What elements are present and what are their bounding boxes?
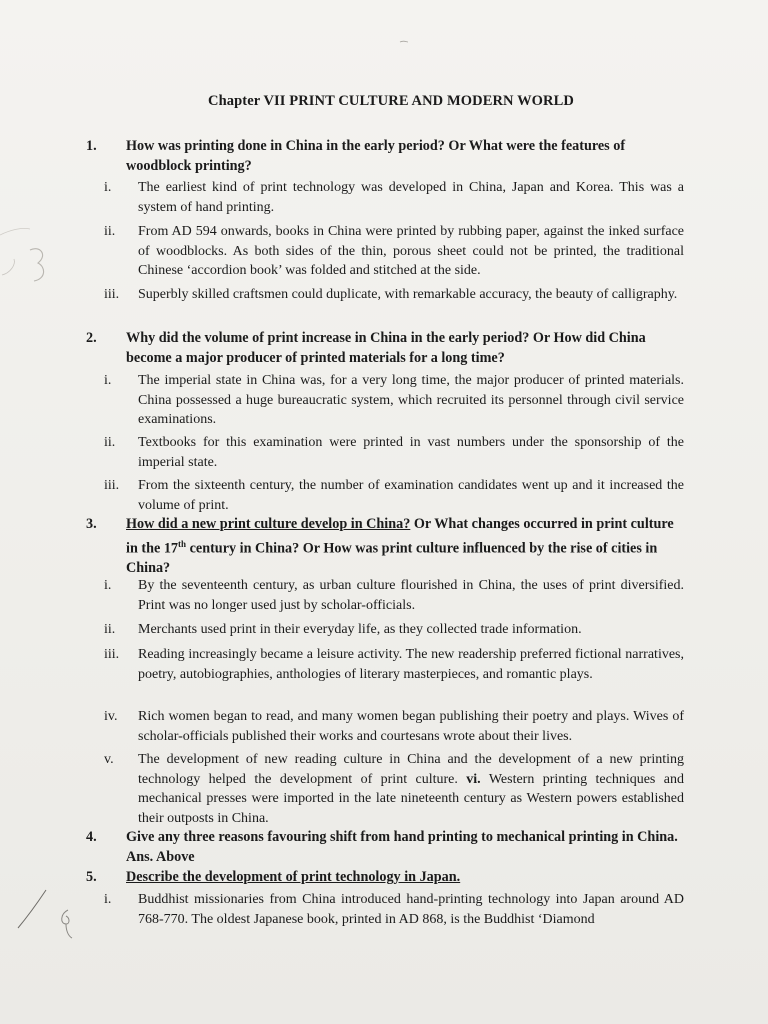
question-text-part: Or What changes occurred in print culture in the 17 xyxy=(126,516,674,557)
answer-text: Reading increasingly became a leisure activity. The new readership preferred fictional narratives, poetry, autobiographies, anthologies of literary masterpieces, and romantic plays. xyxy=(138,647,684,682)
question-number: 2. xyxy=(86,330,97,346)
answer-numeral: iii. xyxy=(104,478,120,493)
answer-text: From AD 594 onwards, books in China were printed by rubbing paper, against the inked surface of woodblocks. As both sides of the thin, porous sheet could not be printed, the traditional Chinese ‘accordion book’ was folded and stitched at the side. xyxy=(138,224,684,278)
question-text: Give any three reasons favouring shift from hand printing to mechanical printing in China. Ans. Above xyxy=(126,829,678,865)
question-4 xyxy=(86,828,686,867)
answer-2-i xyxy=(104,371,684,430)
question-2 xyxy=(86,329,686,368)
answer-numeral: iii. xyxy=(104,287,120,302)
answer-numeral: i. xyxy=(104,578,112,593)
answer-text: The earliest kind of print technology was developed in China, Japan and Korea. This was a system of hand printing. xyxy=(138,180,684,215)
superscript: th xyxy=(178,538,187,549)
answer-numeral: i. xyxy=(104,180,112,195)
answer-numeral: ii. xyxy=(104,622,116,637)
answer-text xyxy=(138,750,684,828)
answer-2-iii xyxy=(104,476,684,515)
question-text: Why did the volume of print increase in China in the early period? Or How did China become a major producer of printed materials for a long time? xyxy=(126,330,646,366)
answer-3-iii xyxy=(104,645,684,684)
answer-numeral: i. xyxy=(104,892,112,907)
answer-text: Rich women began to read, and many women began publishing their poetry and plays. Wives of scholar-officials published their works and courtesans wrote about their lives. xyxy=(138,709,684,744)
answer-numeral: ii. xyxy=(104,435,116,450)
answer-2-ii xyxy=(104,433,684,472)
answer-3-v xyxy=(104,750,684,828)
question-number: 4. xyxy=(86,829,97,845)
answer-text-part: The development of new reading culture in China and the development of a new printing technology helped the development of print culture. xyxy=(138,752,684,787)
answer-3-iv xyxy=(104,707,684,746)
answer-text: Superbly skilled craftsmen could duplicate, with remarkable accuracy, the beauty of calligraphy. xyxy=(138,287,678,302)
question-5 xyxy=(86,868,686,888)
answer-text: From the sixteenth century, the number of examination candidates went up and it increased the volume of print. xyxy=(138,478,684,513)
answer-numeral: i. xyxy=(104,373,112,388)
answer-text: Merchants used print in their everyday life, as they collected trade information. xyxy=(138,622,582,637)
chapter-title: Chapter VII PRINT CULTURE AND MODERN WORLD xyxy=(208,93,574,109)
answer-text: The imperial state in China was, for a very long time, the major producer of printed materials. China possessed a huge bureaucratic system, which recruited its personnel through civil service examinations. xyxy=(138,373,684,427)
question-text-part: century in China? Or How was print culture influenced by the rise of cities in China? xyxy=(126,540,658,576)
question-text xyxy=(126,515,686,578)
answer-1-i xyxy=(104,178,684,217)
answer-5-i xyxy=(104,890,684,929)
answer-1-ii xyxy=(104,222,684,281)
question-text: How was printing done in China in the early period? Or What were the features of woodblock printing? xyxy=(126,138,626,174)
question-number: 1. xyxy=(86,138,97,154)
inline-numeral: vi. xyxy=(466,771,481,787)
answer-numeral: iv. xyxy=(104,709,118,724)
question-1 xyxy=(86,137,686,176)
question-text xyxy=(126,868,686,888)
answer-text: Textbooks for this examination were printed in vast numbers under the sponsorship of the imperial state. xyxy=(138,435,684,470)
answer-3-ii xyxy=(104,620,684,640)
question-number: 5. xyxy=(86,869,97,885)
question-3 xyxy=(86,515,686,578)
answer-text: By the seventeenth century, as urban culture flourished in China, the uses of print diversified. Print was no longer used just by scholar-officials. xyxy=(138,578,684,613)
pen-scribble-left xyxy=(0,215,60,305)
question-underlined-text: How did a new print culture develop in China? xyxy=(126,516,411,532)
answer-numeral: ii. xyxy=(104,224,116,239)
answer-text: Buddhist missionaries from China introduced hand-printing technology into Japan around AD 768-770. The oldest Japanese book, printed in AD 868, is the Buddhist ‘Diamond xyxy=(138,892,684,927)
scan-dot-top xyxy=(396,36,416,48)
answer-1-iii xyxy=(104,285,684,305)
question-number: 3. xyxy=(86,516,97,532)
question-underlined-text: Describe the development of print technology in Japan. xyxy=(126,869,461,885)
pen-scribble-bottom-left xyxy=(10,880,80,960)
answer-3-i xyxy=(104,576,684,615)
answer-numeral: v. xyxy=(104,752,114,767)
answer-text-part: Western printing techniques and mechanical presses were imported in the late nineteenth century as Western powers established their outposts in China. xyxy=(138,771,684,826)
answer-numeral: iii. xyxy=(104,647,120,662)
